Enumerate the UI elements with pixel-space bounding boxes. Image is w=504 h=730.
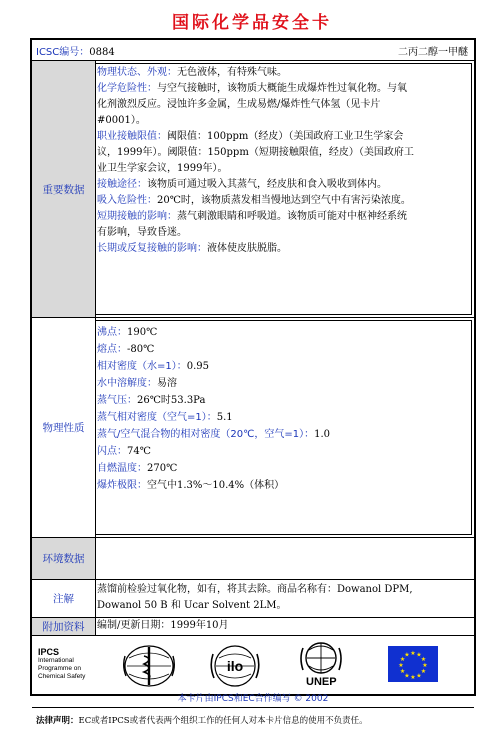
credit-line: 本卡片由IPCS和EC合作编写 © 2002: [177, 694, 329, 704]
property-line: 水中溶解度：易溶: [97, 378, 177, 389]
environmental-data-section: [32, 538, 474, 580]
unep-label: UNEP: [306, 676, 337, 688]
notes-label: 注解: [32, 580, 96, 617]
svg-text:★: ★: [420, 656, 427, 663]
notes-line: Dowanol 50 B 和 Ucar Solvent 2LM。: [97, 600, 287, 611]
important-line: 物理状态、外观：无色液体，有特殊气味。: [97, 67, 287, 78]
svg-text:★: ★: [422, 662, 428, 669]
important-line: 长期或反复接触的影响：液体使皮肤脱脂。: [97, 243, 287, 254]
unep-logo-icon: [300, 640, 342, 676]
notes-section: [32, 580, 474, 618]
additional-info-label: 附加资料: [32, 618, 96, 635]
property-line: 蒸气相对密度（空气=1）：5.1: [97, 412, 233, 423]
disclaimer-section: [32, 708, 474, 730]
property-line: 爆炸极限：空气中1.3%～10.4%（体积）: [97, 480, 285, 491]
important-line: 化学危险性：与空气接触时，该物质大概能生成爆炸性过氧化物。与氧: [97, 83, 407, 94]
svg-text:★: ★: [399, 668, 406, 675]
property-line: 熔点：-80℃: [97, 344, 155, 355]
property-line: 沸点：190℃: [97, 327, 158, 338]
svg-text:★: ★: [398, 662, 404, 669]
physical-properties-content: [96, 320, 472, 535]
ipcs-logo-text: IPCS International Programme on Chemical Safety: [38, 647, 86, 680]
important-line: 业卫生学家会议，1999年）。: [97, 163, 228, 174]
notes-line: 蒸馏前检验过氧化物，如有，将其去除。商品名称有：Dowanol DPM,: [97, 584, 413, 595]
physical-properties-label: 物理性质: [32, 318, 96, 537]
important-data-label: 重要数据: [32, 61, 96, 317]
svg-text:★: ★: [416, 672, 422, 680]
important-line: 有影响，导致昏迷。: [97, 227, 187, 238]
disclaimer-label: 法律声明：: [36, 716, 79, 726]
environmental-data-content: [96, 538, 474, 579]
important-line: 化剂激烈反应。浸蚀许多金属，生成易燃/爆炸性气体氢（见卡片: [97, 99, 381, 110]
property-line: 蒸气/空气混合物的相对密度（20℃，空气=1）：1.0: [97, 429, 330, 440]
ilo-logo-icon: [210, 644, 260, 688]
property-line: 蒸气压：26℃时53.3Pa: [97, 395, 206, 406]
safety-card: [30, 38, 476, 726]
property-line: 相对密度（水=1）：0.95: [97, 361, 210, 372]
logos-section: [32, 636, 474, 708]
chemical-name: 二丙二醇一甲醚: [398, 47, 468, 58]
eu-flag-icon: [388, 646, 438, 682]
card-header-row: [32, 40, 474, 61]
card-title: 国际化学品安全卡: [172, 13, 332, 33]
svg-text:★: ★: [399, 656, 406, 663]
environmental-data-label: 环境数据: [32, 538, 96, 579]
notes-content: [96, 580, 474, 617]
disclaimer: [36, 714, 368, 726]
svg-text:★: ★: [420, 668, 427, 675]
important-data-section: [32, 61, 474, 318]
property-line: 闪点：74℃: [97, 446, 151, 457]
icsc-number: [36, 43, 115, 58]
important-line: 接触途径：该物质可通过吸入其蒸气，经皮肤和食入吸收到体内。: [97, 179, 387, 190]
svg-text:★: ★: [404, 672, 410, 680]
physical-properties-section: [32, 318, 474, 538]
important-line: 议，1999年）。阈限值：150ppm（短期接触限值，经皮）（美国政府工: [97, 147, 414, 158]
important-line: 吸入危险性：20℃时，该物质蒸发相当慢地达到空气中有害污染浓度。: [97, 195, 411, 206]
icsc-value: 0884: [89, 47, 115, 58]
svg-text:★: ★: [404, 651, 410, 659]
additional-info-content: 编制/更新日期：1999年10月: [97, 620, 229, 631]
important-line: 短期接触的影响：蒸气刺激眼睛和呼吸道。该物质可能对中枢神经系统: [97, 211, 407, 222]
property-line: 自燃温度：270℃: [97, 463, 178, 474]
icsc-label: ICSC编号：: [36, 47, 90, 58]
important-line: 职业接触限值：阈限值：100ppm（经皮）（美国政府工业卫生学家会: [97, 131, 404, 142]
important-line: #0001）。: [97, 115, 146, 126]
svg-text:★: ★: [410, 674, 416, 681]
additional-info-section: [32, 618, 474, 636]
important-data-content: [96, 63, 472, 315]
who-logo-icon: [122, 644, 176, 688]
svg-text:★: ★: [410, 650, 416, 657]
disclaimer-text: EC或者IPCS或者代表两个组织工作的任何人对本卡片信息的使用不负责任。: [78, 716, 368, 726]
svg-text:ilo: ilo: [226, 658, 244, 674]
svg-text:★: ★: [416, 651, 422, 659]
